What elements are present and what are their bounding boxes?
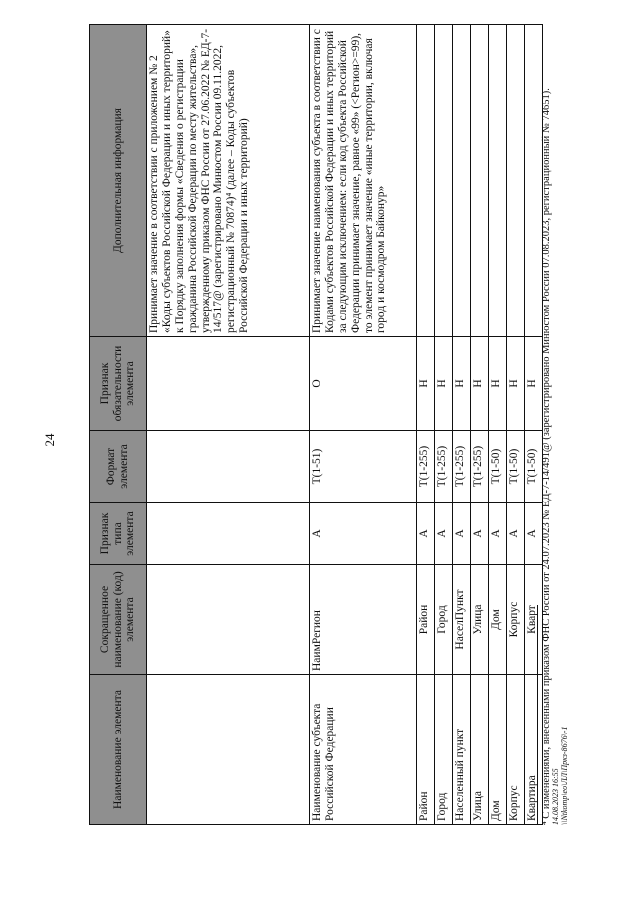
table-row [147, 25, 310, 825]
cell-info [471, 25, 489, 337]
cell-format: T(1-255) [417, 431, 435, 503]
cell-format: T(1-51) [310, 431, 417, 503]
cell-code: НаимРегион [310, 565, 417, 675]
cell-code: Дом [489, 565, 507, 675]
header-additional-info: Дополнительная информация [90, 25, 147, 337]
cell-required: О [310, 337, 417, 431]
cell-info: Принимает значение в соответствии с приложением № 2 «Коды субъектов Российской Федерации и иных территорий» к Порядку заполнения формы «Сведения о регистрации гражданина Российской Федерации по месту жительства», утвержденному приказом ФНС России от 27.06.2022 № ЕД-7-14/517@ (зарегистрировано Минюстом России 09.11.2022, регистрационный № 70874)⁴ (далее – Коды субъектов Российской Федерации и иных территорий) [147, 25, 310, 337]
cell-required: Н [453, 337, 471, 431]
header-element-required: Признак обязательности элемента [90, 337, 147, 431]
footnote-text: ⁴ С изменениями, внесенными приказом ФНС России от 24.07.2023 № ЕД-7-14/491@ (зарегистрировано Минюстом России 07.08.2023, регистрационный № 74651). [541, 88, 552, 825]
cell-code [147, 565, 310, 675]
header-element-name: Наименование элемента [90, 675, 147, 825]
cell-format: T(1-255) [453, 431, 471, 503]
cell-format: T(1-50) [489, 431, 507, 503]
table-row [489, 25, 507, 825]
cell-name: Город [435, 675, 453, 825]
cell-type [147, 503, 310, 565]
cell-type: А [525, 503, 543, 565]
cell-code: Улица [471, 565, 489, 675]
cell-required: Н [525, 337, 543, 431]
cell-required: Н [489, 337, 507, 431]
cell-code: Кварт [525, 565, 543, 675]
cell-type: А [507, 503, 525, 565]
cell-required: Н [507, 337, 525, 431]
cell-required: Н [435, 337, 453, 431]
table-row [471, 25, 489, 825]
elements-table [89, 24, 543, 825]
table-header-row [90, 25, 147, 825]
footnote [537, 25, 570, 825]
cell-type: А [489, 503, 507, 565]
cell-name: Корпус [507, 675, 525, 825]
footnote-divider [537, 605, 538, 825]
cell-code: Район [417, 565, 435, 675]
cell-name: Квартира [525, 675, 543, 825]
cell-info [489, 25, 507, 337]
cell-info: Принимает значение наименования субъекта в соответствии с Кодами субъектов Российской Федерации и иных территорий за следующим исключением: если код субъекта Российской Федерации принимает значение, равное «99» (<Регион>=99), то элемент принимает значение «иные территории, включая город и космодром Байконур» [310, 25, 417, 337]
cell-info [435, 25, 453, 337]
cell-required: Н [471, 337, 489, 431]
header-element-code: Сокращенное наименование (код) элемента [90, 565, 147, 675]
cell-format: T(1-255) [435, 431, 453, 503]
cell-code: Корпус [507, 565, 525, 675]
cell-name: Дом [489, 675, 507, 825]
table-row [507, 25, 525, 825]
cell-type: А [435, 503, 453, 565]
cell-info [417, 25, 435, 337]
cell-name: Наименование субъекта Российской Федерации [310, 675, 417, 825]
cell-type: А [453, 503, 471, 565]
cell-format: T(1-50) [525, 431, 543, 503]
cell-required [147, 337, 310, 431]
footnote-stamp-path: \\Ntkomp\eo\ЛЛ\Пркз-8676\-1 [559, 726, 569, 825]
cell-name: Населенный пункт [453, 675, 471, 825]
cell-code: НаселПункт [453, 565, 471, 675]
table-row [310, 25, 417, 825]
landscape-page [89, 25, 569, 825]
cell-format: T(1-50) [507, 431, 525, 503]
table-row [417, 25, 435, 825]
page-number: 24 [42, 433, 57, 447]
footnote-stamp-date: 14.08.2023 16:55 [551, 768, 560, 825]
cell-format: T(1-255) [471, 431, 489, 503]
table-row [435, 25, 453, 825]
cell-name: Район [417, 675, 435, 825]
cell-name [147, 675, 310, 825]
cell-required: Н [417, 337, 435, 431]
cell-type: А [310, 503, 417, 565]
header-element-format: Формат элемента [90, 431, 147, 503]
cell-type: А [471, 503, 489, 565]
cell-info [453, 25, 471, 337]
cell-type: А [417, 503, 435, 565]
header-element-type: Признак типа элемента [90, 503, 147, 565]
cell-code: Город [435, 565, 453, 675]
cell-name: Улица [471, 675, 489, 825]
cell-info [507, 25, 525, 337]
table-row [453, 25, 471, 825]
cell-format [147, 431, 310, 503]
